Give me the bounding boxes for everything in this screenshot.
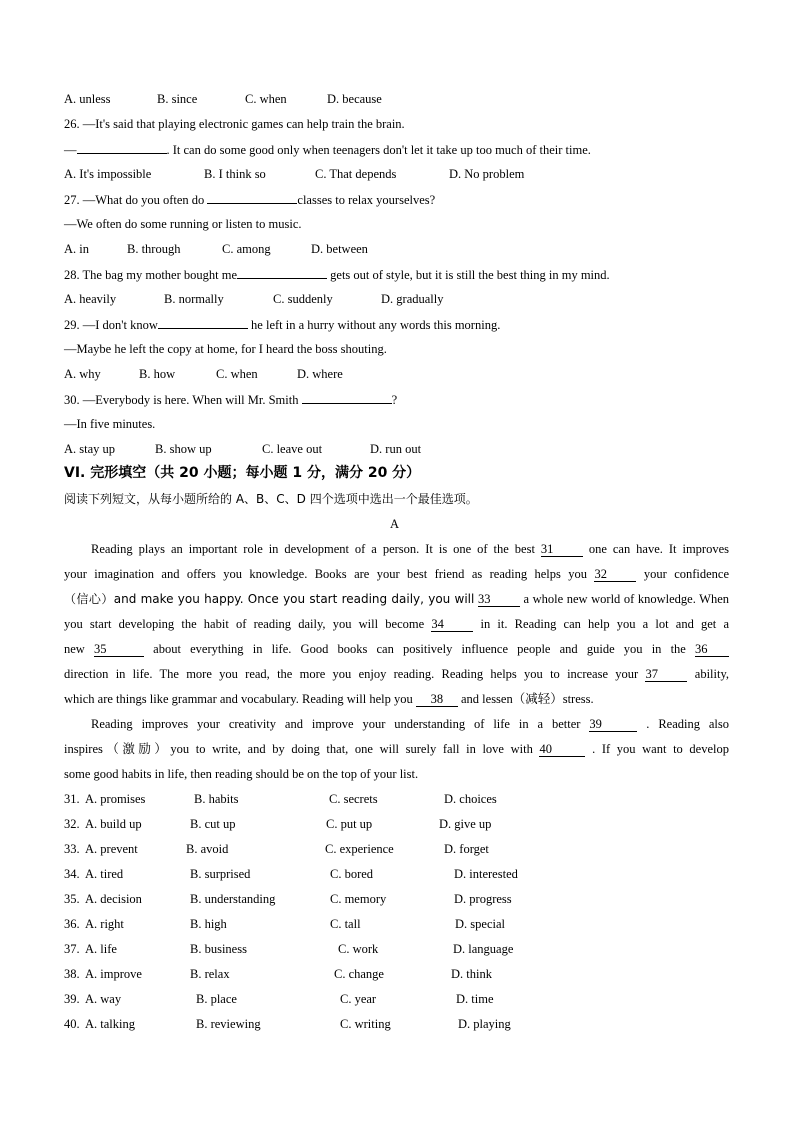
q30-stem: 30. —Everybody is here. When will Mr. Smith ? bbox=[64, 393, 398, 407]
q30-option-a: A. stay up bbox=[64, 442, 116, 456]
option-b: B. relax bbox=[190, 967, 230, 981]
cloze-blank-37: 37 bbox=[645, 668, 687, 682]
question-number: 36. bbox=[64, 917, 80, 931]
question-number: 38. bbox=[64, 967, 80, 981]
passage-line: new 35 about everything in life. Good books can positively influence people and guide you in the 36 bbox=[64, 641, 729, 657]
option-c: C. change bbox=[334, 967, 384, 981]
passage-line: inspires（激励）you to write, and by doing that, one will surely fall in love with 40 . If you want to develop bbox=[64, 742, 729, 756]
option-a: A. prevent bbox=[85, 842, 138, 856]
option-b: B. surprised bbox=[190, 867, 251, 881]
cloze-blank-35: 35 bbox=[94, 643, 144, 657]
passage-label: A bbox=[390, 517, 400, 531]
option-d: D. playing bbox=[458, 1017, 511, 1031]
answer-blank bbox=[237, 266, 327, 279]
question-number: 34. bbox=[64, 867, 80, 881]
option-a: A. tired bbox=[85, 867, 124, 881]
question-number: 31. bbox=[64, 792, 80, 806]
cloze-blank-31: 31 bbox=[541, 543, 583, 557]
option-b: B. avoid bbox=[186, 842, 229, 856]
option-c: C. secrets bbox=[329, 792, 378, 806]
option-a: A. build up bbox=[85, 817, 142, 831]
q25-option-c: C. when bbox=[245, 92, 287, 106]
option-c: C. experience bbox=[325, 842, 394, 856]
q29-option-c: C. when bbox=[216, 367, 258, 381]
question-number: 32. bbox=[64, 817, 80, 831]
option-a: A. talking bbox=[85, 1017, 135, 1031]
cloze-blank-36: 36 bbox=[695, 643, 729, 657]
cloze-blank-34: 34 bbox=[431, 618, 473, 632]
option-d: D. time bbox=[456, 992, 494, 1006]
option-b: B. business bbox=[190, 942, 247, 956]
cloze-blank-40: 40 bbox=[539, 743, 585, 757]
cloze-blank-39: 39 bbox=[589, 718, 637, 732]
q29-option-b: B. how bbox=[139, 367, 176, 381]
option-a: A. right bbox=[85, 917, 124, 931]
question-number: 40. bbox=[64, 1017, 80, 1031]
passage-line: your imagination and offers you knowledge. Books are your best friend as reading helps you 32 your confidence bbox=[64, 567, 730, 581]
q28-option-a: A. heavily bbox=[64, 292, 117, 306]
q29-reply: —Maybe he left the copy at home, for I heard the boss shouting. bbox=[64, 342, 387, 356]
option-a: A. improve bbox=[85, 967, 142, 981]
question-number: 35. bbox=[64, 892, 80, 906]
option-a: A. way bbox=[85, 992, 122, 1006]
q28-option-b: B. normally bbox=[164, 292, 224, 306]
option-d: D. special bbox=[455, 917, 505, 931]
option-a: A. promises bbox=[85, 792, 146, 806]
q26-option-b: B. I think so bbox=[204, 167, 266, 181]
q29-option-a: A. why bbox=[64, 367, 101, 381]
option-b: B. reviewing bbox=[196, 1017, 261, 1031]
q25-option-b: B. since bbox=[157, 92, 198, 106]
option-b: B. understanding bbox=[190, 892, 276, 906]
q27-option-a: A. in bbox=[64, 242, 89, 256]
option-d: D. choices bbox=[444, 792, 497, 806]
option-b: B. high bbox=[190, 917, 227, 931]
passage-line: （信心）and make you happy. Once you start reading daily, you will 33 a whole new world of knowledge. When bbox=[64, 592, 730, 606]
option-d: D. give up bbox=[439, 817, 492, 831]
option-c: C. memory bbox=[330, 892, 387, 906]
q27-stem: 27. —What do you often do classes to relax yourselves? bbox=[64, 193, 436, 207]
option-c: C. put up bbox=[326, 817, 373, 831]
q26-stem: 26. —It's said that playing electronic games can help train the brain. bbox=[64, 117, 405, 131]
answer-blank bbox=[207, 191, 297, 204]
option-d: D. forget bbox=[444, 842, 489, 856]
option-a: A. decision bbox=[85, 892, 142, 906]
section-instruction: 阅读下列短文，从每小题所给的 A、B、C、D 四个选项中选出一个最佳选项。 bbox=[64, 492, 478, 506]
q27-option-c: C. among bbox=[222, 242, 271, 256]
q30-option-c: C. leave out bbox=[262, 442, 323, 456]
q30-option-d: D. run out bbox=[370, 442, 422, 456]
q30-reply: —In five minutes. bbox=[64, 417, 156, 431]
q27-reply: —We often do some running or listen to music. bbox=[64, 217, 302, 231]
q25-option-d: D. because bbox=[327, 92, 382, 106]
passage-line: direction in life. The more you read, the more you enjoy reading. Reading helps you to increase your 37 ability, bbox=[64, 667, 730, 681]
option-c: C. bored bbox=[330, 867, 374, 881]
q26-reply: — . It can do some good only when teenagers don't let it take up too much of their time. bbox=[64, 143, 591, 157]
q26-option-a: A. It's impossible bbox=[64, 167, 152, 181]
question-number: 39. bbox=[64, 992, 80, 1006]
q28-option-d: D. gradually bbox=[381, 292, 444, 306]
cloze-blank-33: 33 bbox=[478, 593, 520, 607]
option-a: A. life bbox=[85, 942, 117, 956]
q30-option-b: B. show up bbox=[155, 442, 212, 456]
passage-line: which are things like grammar and vocabulary. Reading will help you 38 and lessen（减轻）stress. bbox=[64, 692, 594, 706]
option-c: C. tall bbox=[330, 917, 361, 931]
option-b: B. place bbox=[196, 992, 237, 1006]
cloze-blank-38: 38 bbox=[416, 693, 458, 707]
option-d: D. interested bbox=[454, 867, 518, 881]
q29-option-d: D. where bbox=[297, 367, 343, 381]
passage-line: Reading improves your creativity and improve your understanding of life in a better 39 . Reading also bbox=[91, 717, 730, 731]
question-number: 37. bbox=[64, 942, 80, 956]
q26-option-c: C. That depends bbox=[315, 167, 397, 181]
answer-blank bbox=[158, 316, 248, 329]
option-b: B. cut up bbox=[190, 817, 236, 831]
q27-option-b: B. through bbox=[127, 242, 181, 256]
answer-blank bbox=[302, 391, 392, 404]
q26-option-d: D. No problem bbox=[449, 167, 525, 181]
option-b: B. habits bbox=[194, 792, 239, 806]
q28-option-c: C. suddenly bbox=[273, 292, 333, 306]
q29-stem: 29. —I don't know he left in a hurry without any words this morning. bbox=[64, 318, 501, 332]
option-c: C. year bbox=[340, 992, 377, 1006]
passage-line: Reading plays an important role in development of a person. It is one of the best 31 one can have. It improves bbox=[91, 542, 729, 556]
q28-stem: 28. The bag my mother bought me gets out of style, but it is still the best thing in my mind. bbox=[64, 268, 610, 282]
q25-option-a: A. unless bbox=[64, 92, 111, 106]
passage-line: some good habits in life, then reading should be on the top of your list. bbox=[64, 767, 419, 781]
passage-line: you start developing the habit of reading daily, you will become 34 in it. Reading can help you a lot and get a bbox=[64, 617, 730, 631]
q27-option-d: D. between bbox=[311, 242, 368, 256]
cloze-blank-32: 32 bbox=[594, 568, 636, 582]
section-title: VI. 完形填空（共 20 小题；每小题 1 分，满分 20 分） bbox=[64, 465, 421, 481]
option-d: D. progress bbox=[454, 892, 512, 906]
answer-blank bbox=[77, 141, 167, 154]
option-c: C. writing bbox=[340, 1017, 391, 1031]
option-c: C. work bbox=[338, 942, 379, 956]
question-number: 33. bbox=[64, 842, 80, 856]
option-d: D. language bbox=[453, 942, 514, 956]
option-d: D. think bbox=[451, 967, 492, 981]
